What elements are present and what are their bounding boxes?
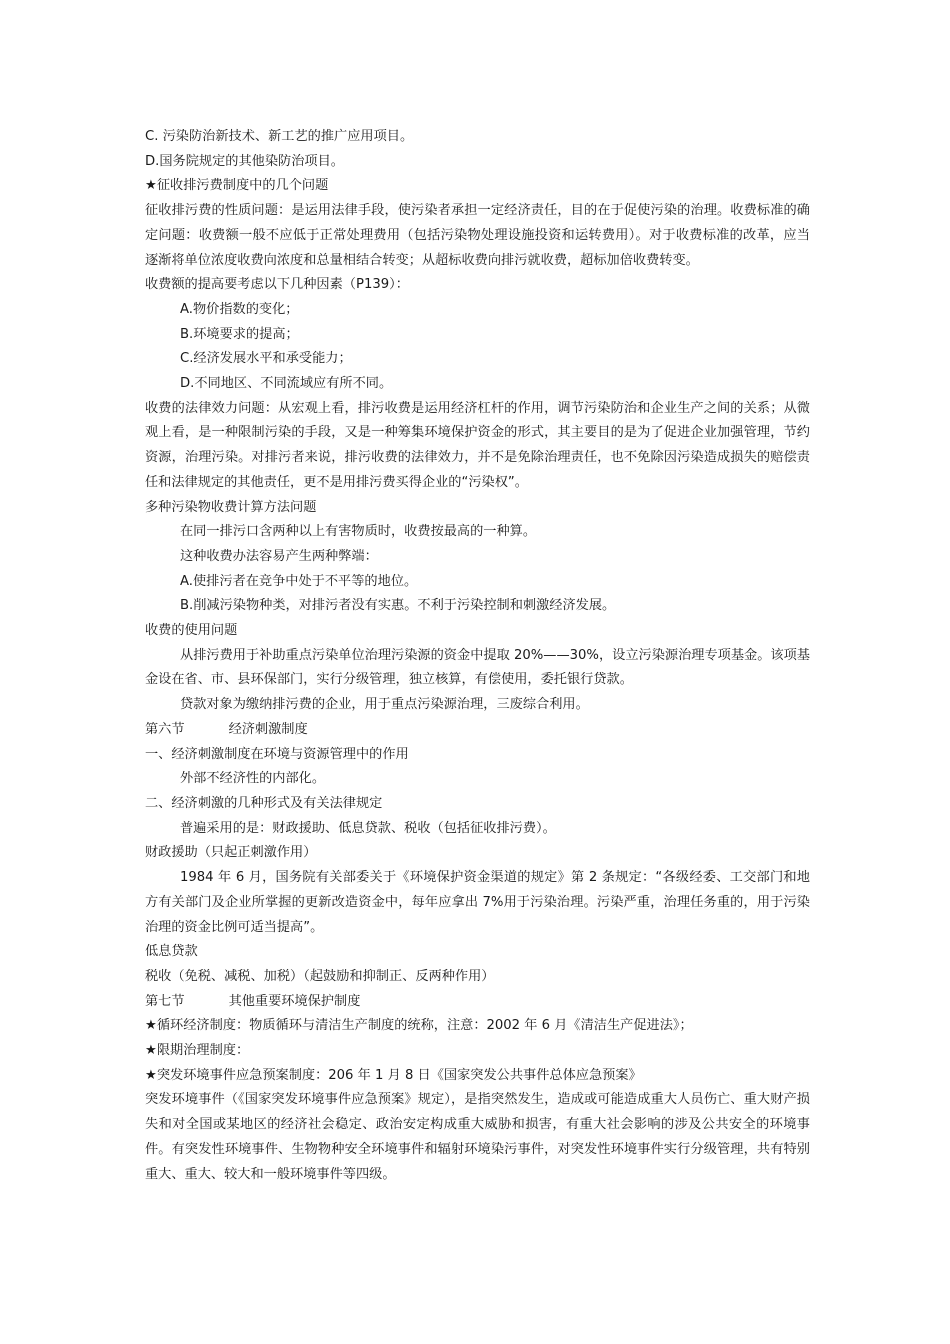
paragraph: D.不同地区、不同流域应有所不同。 xyxy=(180,376,393,392)
paragraph: 从排污费用于补助重点污染单位治理污染源的资金中提取 20%——30%，设立污染源治理专项基金。该项基金设在省、市、县环保部门，实行分级管理，独立核算，有偿使用，委托银行贷款。 xyxy=(145,647,810,688)
paragraph: 突发环境事件（《国家突发环境事件应急预案》规定），是指突然发生，造成或可能造成重大人员伤亡、重大财产损失和对全国或某地区的经济社会稳定、政治安定构成重大威胁和损害，有重大社会影响的涉及公共安全的环境事件。有突发性环境事件、生物物种安全环境事件和辐射环境染污事件，对突发性环境事件实行分级管理，共有特别重大、重大、较大和一般环境事件等四级。 xyxy=(145,1092,810,1182)
paragraph: 一、经济刺激制度在环境与资源管理中的作用 xyxy=(145,746,409,762)
section-heading xyxy=(145,718,810,743)
paragraph: 在同一排污口含两种以上有害物质时，收费按最高的一种算。 xyxy=(180,524,537,540)
paragraph: 低息贷款 xyxy=(145,944,198,960)
paragraph: 收费的使用问题 xyxy=(145,623,238,639)
paragraph: ★限期治理制度： xyxy=(145,1043,250,1059)
section-title: 经济刺激制度 xyxy=(228,721,308,737)
paragraph: ★征收排污费制度中的几个问题 xyxy=(145,178,329,194)
paragraph: C. 污染防治新技术、新工艺的推广应用项目。 xyxy=(145,129,414,144)
paragraph: A.使排污者在竞争中处于不平等的地位。 xyxy=(180,573,418,589)
section-number: 第七节 xyxy=(145,993,185,1009)
paragraph: 二、经济刺激的几种形式及有关法律规定 xyxy=(145,795,383,811)
paragraph: C.经济发展水平和承受能力； xyxy=(180,351,352,367)
section-number: 第六节 xyxy=(145,721,185,737)
document-page xyxy=(145,125,810,1187)
paragraph: 收费的法律效力问题：从宏观上看，排污收费是运用经济杠杆的作用，调节污染防治和企业生产之间的关系；从微观上看，是一种限制污染的手段，又是一种筹集环境保护资金的形式，其主要目的是为了促进企业加强管理，节约资源，治理污染。对排污者来说，排污收费的法律效力，并不是免除治理责任，也不免除因污染造成损失的赔偿责任和法律规定的其他责任，更不是用排污费买得企业的“污染权”。 xyxy=(145,400,810,490)
paragraph: 1984 年 6 月，国务院有关部委关于《环境保护资金渠道的规定》第 2 条规定：“各级经委、工交部门和地方有关部门及企业所掌握的更新改造资金中，每年应拿出 7%用于污染治理。污染严重，治理任务重的，用于污染治理的资金比例可适当提高”。 xyxy=(145,870,810,935)
paragraph: B.环境要求的提高； xyxy=(180,326,299,342)
paragraph: 财政援助（只起正刺激作用） xyxy=(145,845,317,861)
paragraph: 征收排污费的性质问题：是运用法律手段，使污染者承担一定经济责任，目的在于促使污染的治理。收费标准的确定问题：收费额一般不应低于正常处理费用（包括污染物处理设施投资和运转费用）。对于收费标准的改革，应当逐渐将单位浓度收费向浓度和总量相结合转变；从超标收费向排污就收费，超标加倍收费转变。 xyxy=(145,203,810,268)
paragraph: 这种收费办法容易产生两种弊端： xyxy=(180,548,378,564)
section-heading xyxy=(145,990,810,1015)
paragraph: B.削减污染物种类，对排污者没有实惠。不利于污染控制和刺激经济发展。 xyxy=(180,598,616,614)
paragraph: 外部不经济性的内部化。 xyxy=(180,771,326,787)
paragraph: ★突发环境事件应急预案制度：206 年 1 月 8 日《国家突发公共事件总体应急预案》 xyxy=(145,1067,642,1083)
paragraph: D.国务院规定的其他染防治项目。 xyxy=(145,153,344,169)
paragraph: 普遍采用的是：财政援助、低息贷款、税收（包括征收排污费）。 xyxy=(180,820,556,836)
paragraph: 贷款对象为缴纳排污费的企业，用于重点污染源治理，三废综合利用。 xyxy=(180,697,589,713)
paragraph: 收费额的提高要考虑以下几种因素（P139）： xyxy=(145,277,409,293)
paragraph: 多种污染物收费计算方法问题 xyxy=(145,499,317,515)
paragraph: ★循环经济制度：物质循环与清洁生产制度的统称，注意：2002 年 6 月《清洁生产促进法》； xyxy=(145,1018,693,1034)
paragraph: 税收（免税、减税、加税）（起鼓励和抑制正、反两种作用） xyxy=(145,968,495,984)
paragraph: A.物价指数的变化； xyxy=(180,301,299,317)
section-title: 其他重要环境保护制度 xyxy=(228,993,361,1009)
